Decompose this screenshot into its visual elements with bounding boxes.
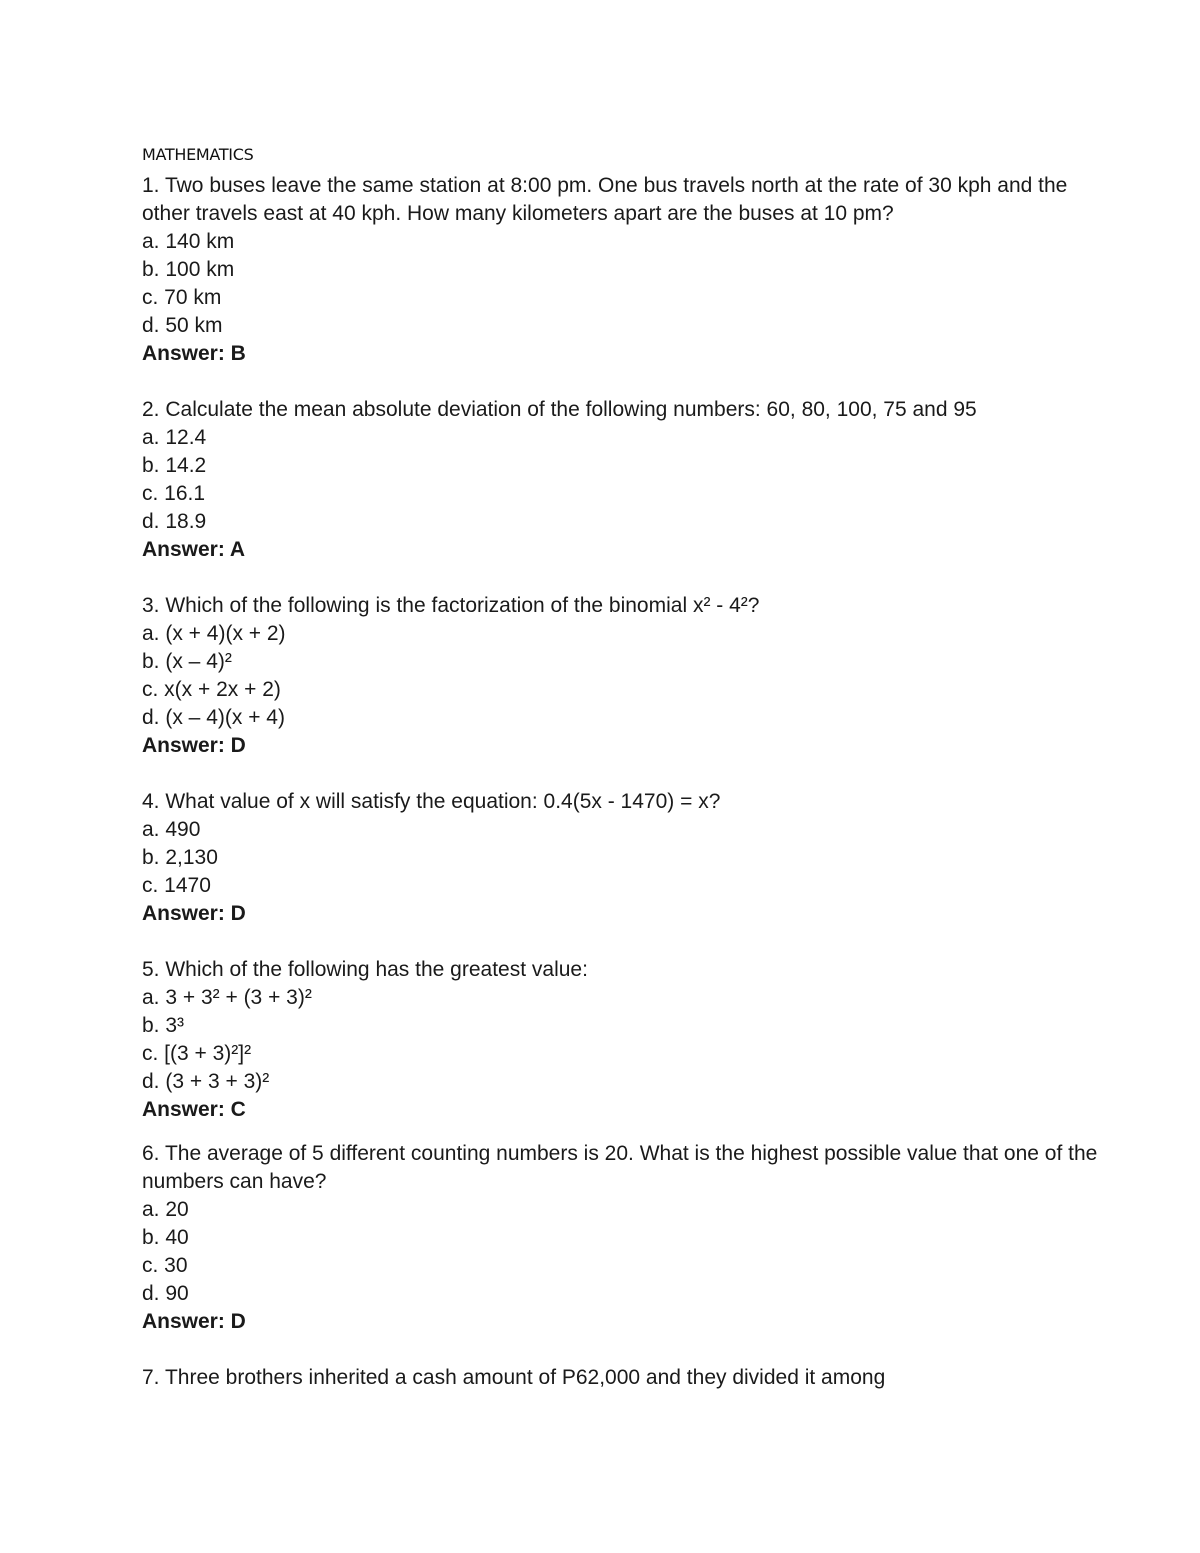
choice-c: c. 30 [142, 1254, 188, 1277]
answer-key: Answer: D [142, 1310, 246, 1333]
choice-c: c. 16.1 [142, 482, 206, 505]
question-1 [142, 172, 1102, 368]
choice-a: a. 20 [142, 1198, 189, 1221]
choice-list [142, 984, 1102, 1096]
choice-c: c. 70 km [142, 286, 222, 309]
answer-key: Answer: C [142, 1098, 246, 1121]
choice-a: a. 140 km [142, 230, 235, 253]
choice-list [142, 228, 1102, 340]
document-title: MATHEMATICS [142, 145, 254, 164]
question-text: 5. Which of the following has the greatest value: [142, 958, 588, 981]
choice-d: d. 18.9 [142, 510, 207, 533]
choice-c: c. 1470 [142, 874, 211, 897]
choice-list [142, 424, 1102, 536]
answer-key: Answer: D [142, 734, 246, 757]
choice-b: b. 2,130 [142, 846, 218, 869]
question-text: 2. Calculate the mean absolute deviation of the following numbers: 60, 80, 100, 75 and 95 [142, 398, 977, 421]
choice-a: a. 12.4 [142, 426, 207, 449]
choice-a: a. 3 + 3² + (3 + 3)² [142, 986, 312, 1009]
choice-b: b. 40 [142, 1226, 189, 1249]
choice-list [142, 620, 1102, 732]
choice-a: a. (x + 4)(x + 2) [142, 622, 286, 645]
choice-list [142, 1196, 1102, 1308]
document-page [142, 144, 1102, 1392]
answer-key: Answer: D [142, 902, 246, 925]
choice-b: b. 3³ [142, 1014, 185, 1037]
question-2 [142, 396, 1102, 564]
choice-list [142, 816, 1102, 900]
question-text: 3. Which of the following is the factorization of the binomial x² - 4²? [142, 594, 760, 617]
choice-c: c. [(3 + 3)²]² [142, 1042, 252, 1065]
choice-b: b. 14.2 [142, 454, 207, 477]
choice-c: c. x(x + 2x + 2) [142, 678, 281, 701]
choice-b: b. 100 km [142, 258, 235, 281]
question-4 [142, 788, 1102, 928]
question-text: 4. What value of x will satisfy the equation: 0.4(5x - 1470) = x? [142, 790, 721, 813]
choice-d: d. 50 km [142, 314, 223, 337]
answer-key: Answer: A [142, 538, 246, 561]
question-5 [142, 956, 1102, 1124]
choice-a: a. 490 [142, 818, 201, 841]
question-text: 6. The average of 5 different counting numbers is 20. What is the highest possible value that one of the numbers can have? [142, 1142, 1098, 1193]
answer-key: Answer: B [142, 342, 246, 365]
question-text: 1. Two buses leave the same station at 8:00 pm. One bus travels north at the rate of 30 kph and the other travels east at 40 kph. How many kilometers apart are the buses at 10 pm? [142, 174, 1068, 225]
question-6 [142, 1140, 1102, 1336]
choice-b: b. (x – 4)² [142, 650, 232, 673]
choice-d: d. 90 [142, 1282, 189, 1305]
question-3 [142, 592, 1102, 760]
choice-d: d. (x – 4)(x + 4) [142, 706, 285, 729]
question-text: 7. Three brothers inherited a cash amount of P62,000 and they divided it among [142, 1366, 886, 1389]
choice-d: d. (3 + 3 + 3)² [142, 1070, 270, 1093]
question-7 [142, 1364, 1102, 1392]
